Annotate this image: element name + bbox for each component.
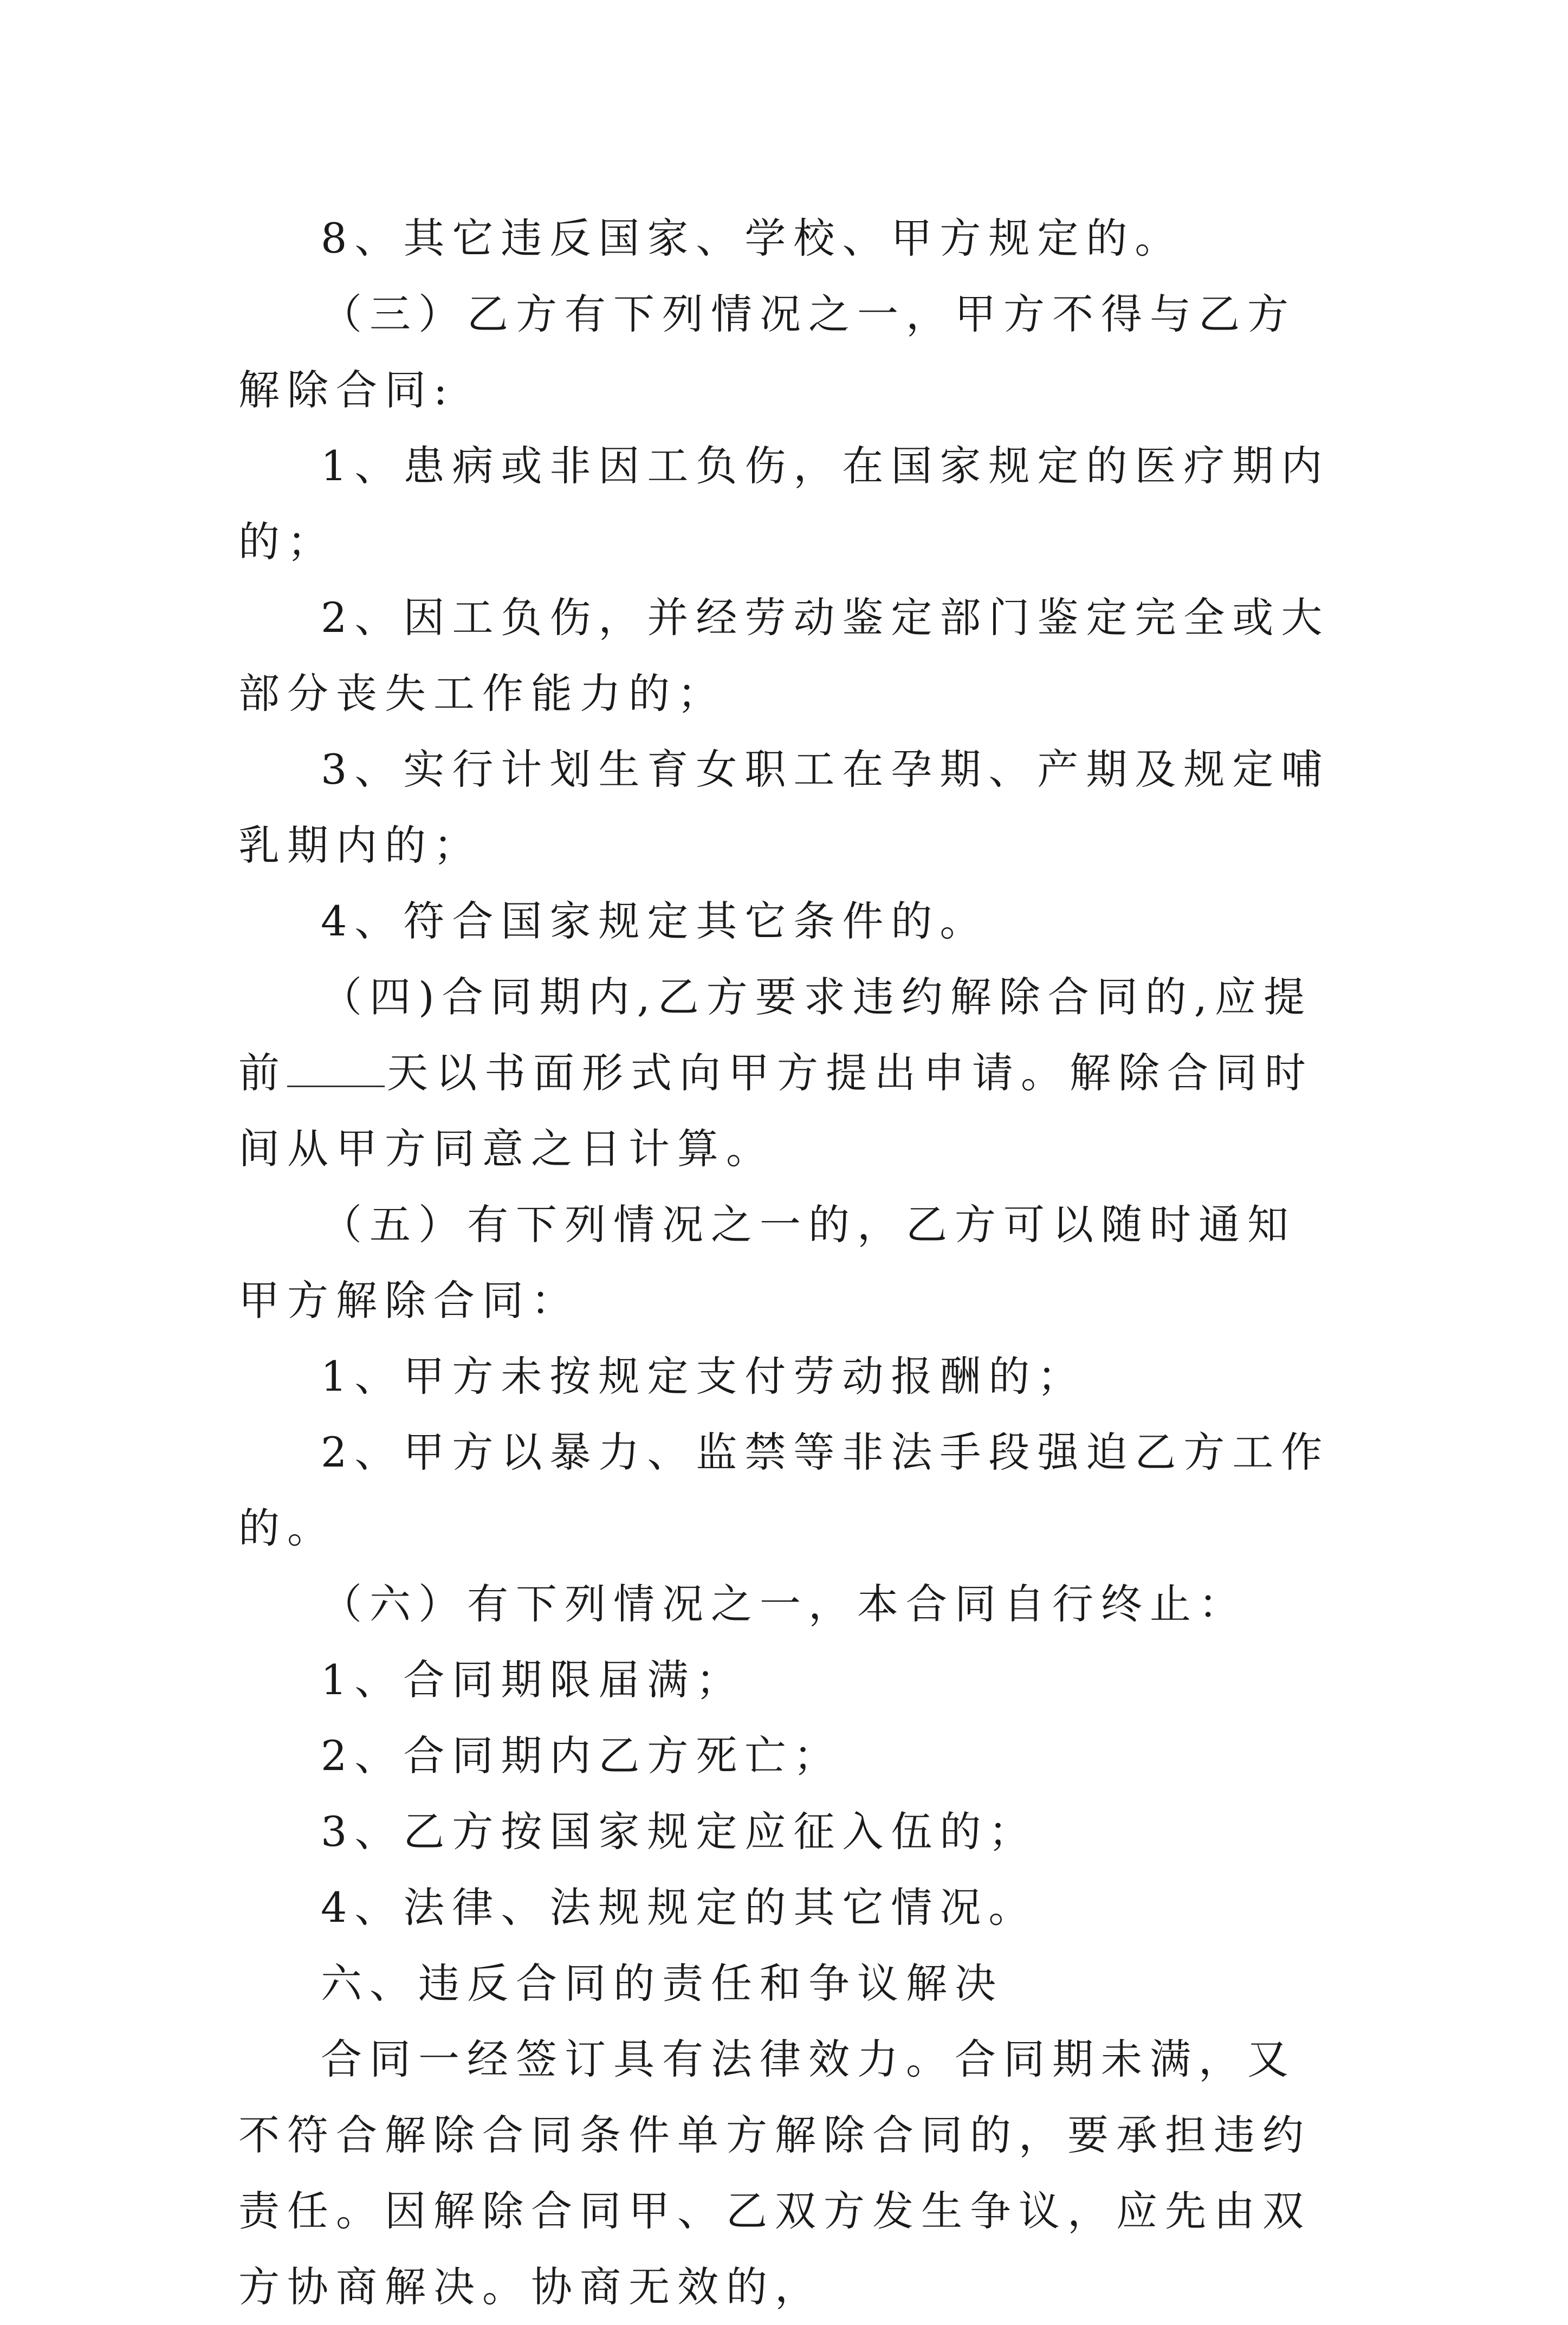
paragraph-chapter-6-heading: 六、违反合同的责任和争议解决 xyxy=(321,1959,1003,2007)
paragraph-item-2-coercion: 2、甲方以暴力、监禁等非法手段强迫乙方工作的。 xyxy=(238,1428,1330,1552)
document-body xyxy=(238,201,1333,2325)
paragraph-item-2-work-injury: 2、因工负伤，并经劳动鉴定部门鉴定完全或大部分丧失工作能力的； xyxy=(238,593,1330,718)
paragraph-section-5-heading: （五）有下列情况之一的，乙方可以随时通知甲方解除合同： xyxy=(238,1200,1296,1325)
paragraph-item-3-enlistment: 3、乙方按国家规定应征入伍的； xyxy=(321,1807,1038,1856)
paragraph-item-4-other-conditions: 4、符合国家规定其它条件的。 xyxy=(321,897,989,945)
paragraph-item-2-death: 2、合同期内乙方死亡； xyxy=(321,1732,843,1780)
paragraph-section-3-heading: （三）乙方有下列情况之一，甲方不得与乙方解除合同: xyxy=(238,290,1296,414)
paragraph-item-1-illness: 1、患病或非因工负伤，在国家规定的医疗期内的； xyxy=(238,442,1330,566)
paragraph-item-3-maternity: 3、实行计划生育女职工在孕期、产期及规定哺乳期内的； xyxy=(238,745,1330,869)
paragraph-item-1-expiry: 1、合同期限届满； xyxy=(321,1656,745,1704)
paragraph-item-4-other-law: 4、法律、法规规定的其它情况。 xyxy=(321,1883,1038,1932)
paragraph-item-8: 8、其它违反国家、学校、甲方规定的。 xyxy=(321,214,1184,262)
paragraph-section-6-heading: （六）有下列情况之一，本合同自行终止： xyxy=(321,1580,1247,1628)
section-4-text-before-blank: （四)合同期内,乙方要求违约解除合同的,应提前 xyxy=(238,973,1312,1097)
paragraph-section-4 xyxy=(238,959,1333,1187)
paragraph-item-1-unpaid: 1、甲方未按规定支付劳动报酬的； xyxy=(321,1352,1086,1400)
fill-in-blank-days xyxy=(287,1080,385,1087)
section-4-text-after-blank: 天以书面形式向甲方提出申请。解除合同时间从甲方同意之日计算。 xyxy=(238,1049,1313,1173)
paragraph-liability-body: 合同一经签订具有法律效力。合同期未满，又不符合解除合同条件单方解除合同的，要承担违约责任。因解除合同甲、乙双方发生争议，应先由双方协商解决。协商无效的， xyxy=(238,2035,1311,2311)
